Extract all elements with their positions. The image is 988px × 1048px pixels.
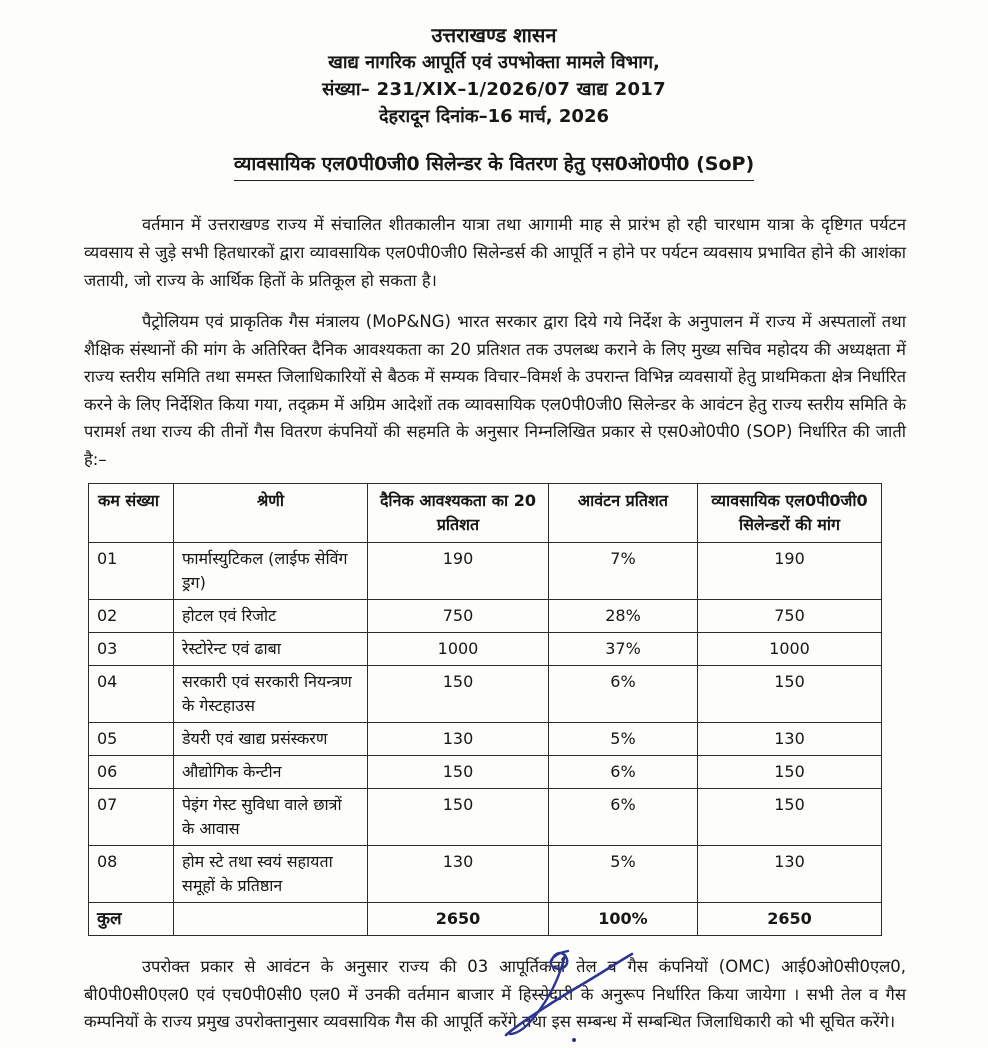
cell-sno: 07: [89, 789, 174, 846]
header-category: श्रेणी: [174, 484, 368, 543]
table-header-row: [89, 484, 882, 543]
table-row: [89, 600, 882, 633]
cell-category: फार्मास्युटिकल (लाईफ सेविंग ड्रग): [174, 543, 368, 600]
table-row: [89, 723, 882, 756]
cell-sno: 02: [89, 600, 174, 633]
table-row: [89, 666, 882, 723]
header-serial-number: कम संख्या: [89, 484, 174, 543]
cell-category: सरकारी एवं सरकारी नियन्त्रण के गेस्टहाउस: [174, 666, 368, 723]
cell-total-demand: 2650: [698, 903, 882, 936]
cell-percent: 5%: [549, 723, 698, 756]
cell-total-daily: 2650: [368, 903, 549, 936]
cell-category: होटल एवं रिजोट: [174, 600, 368, 633]
header-lpg-demand: व्यावसायिक एल0पी0जी0 सिलेन्डरों की मांग: [698, 484, 882, 543]
cell-daily: 1000: [368, 633, 549, 666]
table-total-row: [89, 903, 882, 936]
table-row: [89, 543, 882, 600]
subject-title: व्यावसायिक एल0पी0जी0 सिलेन्डर के वितरण हेतु एस0ओ0पी0 (SoP): [234, 150, 754, 181]
cell-percent: 6%: [549, 666, 698, 723]
cell-daily: 150: [368, 756, 549, 789]
cell-category: रेस्टोरेन्ट एवं ढाबा: [174, 633, 368, 666]
allocation-table: [88, 483, 882, 936]
cell-sno: 04: [89, 666, 174, 723]
paragraph-1: वर्तमान में उत्तराखण्ड राज्य में संचालित शीतकालीन यात्रा तथा आगामी माह से प्रारंभ हो रही चारधाम यात्रा के दृष्टिगत पर्यटन व्यवसाय से जुड़े सभी हितधारकों द्वारा व्यावसायिक एल0पी0जी0 सिलेन्डर्स की आपूर्ति न होने पर पर्यटन व्यवसाय प्रभावित होने की आशंका जतायी, जो राज्य के आर्थिक हितों के प्रतिकूल हो सकता है।: [84, 215, 906, 290]
letter-number: संख्या– 231/XIX–1/2026/07 खाद्य 2017: [322, 79, 666, 100]
table-row: [89, 756, 882, 789]
cell-daily: 750: [368, 600, 549, 633]
cell-demand: 150: [698, 756, 882, 789]
cell-daily: 130: [368, 846, 549, 903]
cell-total-category: [174, 903, 368, 936]
cell-percent: 5%: [549, 846, 698, 903]
paragraph-2: पैट्रोलियम एवं प्राकृतिक गैस मंत्रालय (MoP&NG) भारत सरकार द्वारा दिये गये निर्देश के अनुपालन में राज्य में अस्पतालों तथा शैक्षिक संस्थानों की मांग के अतिरिक्त दैनिक आवश्यकता का 20 प्रतिशत तक उपलब्ध कराने के लिए मुख्य सचिव महोदय की अध्यक्षता में राज्य स्तरीय समिति तथा समस्त जिलाधिकारियों से बैठक में सम्यक विचार–विमर्श के उपरान्त विभिन्न व्यवसायों हेतु प्राथमिकता क्षेत्र निर्धारित करने के लिए निर्देशित किया गया, तद्क्रम में अग्रिम आदेशों तक व्यावसायिक एल0पी0जी0 सिलेन्डर के आवंटन हेतु राज्य स्तरीय समिति के परामर्श तथा राज्य की तीनों गैस वितरण कंपनियों की सहमति के अनुसार निम्नलिखित प्रकार से एस0ओ0पी0 (SOP) निर्धारित की जाती है:–: [84, 312, 906, 469]
cell-category: होम स्टे तथा स्वयं सहायता समूहों के प्रतिष्ठान: [174, 846, 368, 903]
cell-percent: 37%: [549, 633, 698, 666]
cell-daily: 150: [368, 666, 549, 723]
cell-total-label: कुल: [89, 903, 174, 936]
cell-sno: 03: [89, 633, 174, 666]
cell-total-percent: 100%: [549, 903, 698, 936]
cell-daily: 150: [368, 789, 549, 846]
cell-category: औद्योगिक केन्टीन: [174, 756, 368, 789]
cell-demand: 750: [698, 600, 882, 633]
cell-demand: 150: [698, 789, 882, 846]
cell-sno: 01: [89, 543, 174, 600]
cell-percent: 28%: [549, 600, 698, 633]
subject-line: [0, 150, 988, 181]
government-name: उत्तराखण्ड शासन: [431, 23, 557, 47]
signature-block: [468, 944, 682, 1044]
department-name: खाद्य नागरिक आपूर्ति एवं उपभोक्ता मामले विभाग,: [328, 52, 660, 73]
cell-demand: 190: [698, 543, 882, 600]
cell-demand: 130: [698, 846, 882, 903]
cell-sno: 08: [89, 846, 174, 903]
cell-percent: 6%: [549, 789, 698, 846]
place-and-date: देहरादून दिनांक–16 मार्च, 2026: [378, 106, 610, 127]
cell-daily: 130: [368, 723, 549, 756]
table-row: [89, 633, 882, 666]
cell-category: डेयरी एवं खाद्य प्रसंस्करण: [174, 723, 368, 756]
cell-demand: 150: [698, 666, 882, 723]
cell-percent: 6%: [549, 756, 698, 789]
cell-demand: 130: [698, 723, 882, 756]
signature-icon: [468, 944, 682, 1044]
cell-sno: 05: [89, 723, 174, 756]
cell-category: पेइंग गेस्ट सुविधा वाले छात्रों के आवास: [174, 789, 368, 846]
cell-daily: 190: [368, 543, 549, 600]
paragraph-3: उपरोक्त प्रकार से आवंटन के अनुसार राज्य की 03 आपूर्तिकर्ता तेल व गैस कंपनियों (OMC) आई0ओ0सी0एल0, बी0पी0सी0एल0 एवं एच0पी0सी0 एल0 में उनकी वर्तमान बाजार में हिस्सेदारी के अनुरूप निर्धारित किया जायेगा । सभी तेल व गैस कम्पनियों के राज्य प्रमुख उपरोक्तानुसार व्यवसायिक गैस की आपूर्ति करेंगे तथा इस सम्बन्ध में सम्बन्धित जिलाधिकारी को भी सूचित करेंगे।: [84, 957, 906, 1031]
cell-percent: 7%: [549, 543, 698, 600]
cell-sno: 06: [89, 756, 174, 789]
header-allocation-percent: आवंटन प्रतिशत: [549, 484, 698, 543]
table-row: [89, 789, 882, 846]
table-row: [89, 846, 882, 903]
header-daily-requirement: दैनिक आवश्यकता का 20 प्रतिशत: [368, 484, 549, 543]
letterhead: [0, 0, 988, 130]
cell-demand: 1000: [698, 633, 882, 666]
